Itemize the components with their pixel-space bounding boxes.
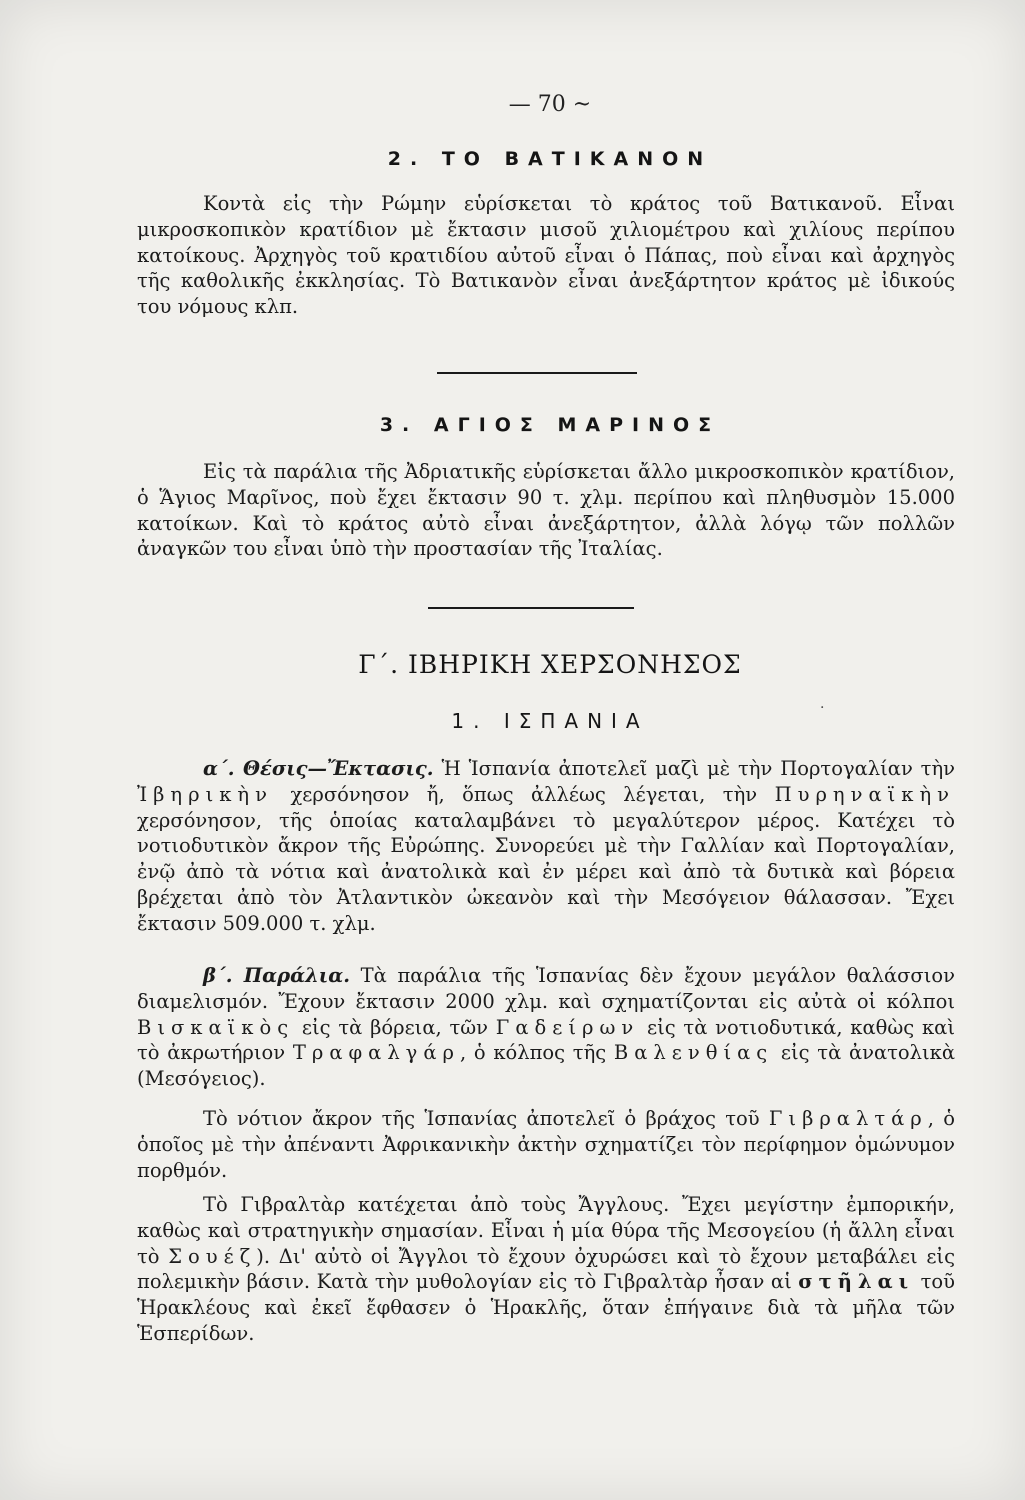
paragraph-text: εἰς τὰ ἀνατολικὰ (Μεσόγειος). xyxy=(137,1041,956,1091)
paragraph-coasts xyxy=(137,963,955,1092)
paragraph-text: Τὸ Γιβραλτὰρ κατέχεται ἀπὸ τοὺς Ἄγγλους. Ἔχει μεγίστην ἐμπορικήν, καθὼς καὶ στρατηγικὴν σημασίαν. Εἶναι ἡ μία θύρα τῆς Μεσογείου (ἡ ἄλλη εἶναι τὸ xyxy=(137,1193,955,1268)
spaced-term: Τραφαλγάρ xyxy=(292,1041,460,1065)
paragraph-text: τοῦ Ἡρακλέους καὶ ἐκεῖ ἔφθασεν ὁ Ἡρακλῆς, ὅταν ἐπήγαινε διὰ τὰ μῆλα τῶν Ἑσπερίδων. xyxy=(137,1270,955,1345)
paragraph-text: χερσόνησον ἤ, ὅπως ἀλλέως λέγεται, τὴν xyxy=(290,782,758,806)
heading-vatican: 2. ΤΟ ΒΑΤΙΚΑΝΟΝ xyxy=(387,148,713,170)
paragraph-text: Τὸ νότιον ἄκρον τῆς Ἱσπανίας ἀποτελεῖ ὁ βράχος τοῦ xyxy=(203,1107,760,1130)
page-number: — 70 ~ xyxy=(508,92,592,117)
paragraph-gibraltar xyxy=(137,1192,955,1347)
paragraph-text: , ὁ ὁποῖος μὲ τὴν ἀπέναντι Ἀφρικανικὴν ἀκτὴν σχηματίζει τὸν περίφημον ὁμώνυμον πορθμόν. xyxy=(137,1107,955,1182)
paragraph-gibraltar-tip xyxy=(137,1106,955,1183)
paragraph-san-marino: Εἰς τὰ παράλια τῆς Ἀδριατικῆς εὑρίσκεται ἄλλο μικροσκοπικὸν κρατίδιον, ὁ Ἅγιος Μαρῖνος, ποὺ ἔχει ἔκτασιν 90 τ. χλμ. περίπου καὶ πληθυσμὸν 15.000 κατοίκων. Καὶ τὸ κράτος αὐτὸ εἶναι ἀνεξάρτητον, ἀλλὰ λόγῳ τῶν πολλῶν ἀναγκῶν του εἶναι ὑπὸ τὴν προστασίαν τῆς Ἰταλίας. xyxy=(137,460,955,561)
stray-mark: · xyxy=(820,700,825,716)
paragraph-lead: β΄. Παράλια. xyxy=(203,964,351,987)
spaced-term: Βαλενθίας xyxy=(613,1041,774,1065)
spaced-term: Πυρηναϊκὴν xyxy=(774,782,956,806)
spaced-term: Σουέζ xyxy=(168,1244,257,1268)
paragraph-lead: α΄. Θέσις—Ἔκτασις. xyxy=(203,757,434,780)
paragraph-text: ). Δι' αὐτὸ οἱ Ἄγγλοι τὸ ἔχουν ὀχυρώσει καὶ τὸ ἔχουν μεταβάλει εἰς πολεμικὴν βάσιν. Κατὰ τὴν μυθολογίαν εἰς τὸ Γιβραλτὰρ ἦσαν αἱ xyxy=(137,1244,955,1294)
chapter-heading: Γ΄. ΙΒΗΡΙΚΗ ΧΕΡΣΟΝΗΣΟΣ xyxy=(358,650,742,679)
paragraph-text: εἰς τὰ νοτιοδυτικά, καθὼς καὶ τὸ ἀκρωτήριον xyxy=(137,1015,955,1065)
spaced-term: στῆλαι xyxy=(798,1270,915,1294)
divider xyxy=(428,607,634,609)
paragraph-text: Ἡ Ἱσπανία ἀποτελεῖ μαζὶ μὲ τὴν Πορτογαλίαν τὴν xyxy=(441,757,955,780)
paragraph-text: εἰς τὰ βόρεια, τῶν xyxy=(301,1015,489,1039)
paragraph-position xyxy=(137,756,955,937)
spaced-term: Γαδείρων xyxy=(495,1015,640,1039)
spaced-term: Γιβραλτάρ xyxy=(768,1107,928,1130)
paragraph-text: χερσόνησον, τῆς ὁποίας καταλαμβάνει τὸ μεγαλύτερον μέρος. Κατέχει τὸ νοτιοδυτικὸν ἄκρον τῆς Εὐρώπης. Συνορεύει μὲ τὴν Γαλλίαν καὶ Πορτογαλίαν, ἐνῷ ἀπὸ τὰ νότια καὶ ἀνατολικὰ καὶ ἐν μέρει καὶ ἀπὸ τὰ δυτικὰ καὶ βόρεια βρέχεται ἀπὸ τὸν Ἀτλαντικὸν ὠκεανὸν καὶ τὴν Μεσόγειον θάλασσαν. Ἔχει ἔκτασιν 509.000 τ. χλμ. xyxy=(137,808,955,935)
heading-san-marino: 3. ΑΓΙΟΣ ΜΑΡΙΝΟΣ xyxy=(379,414,721,436)
paragraph-vatican: Κοντὰ εἰς τὴν Ρώμην εὑρίσκεται τὸ κράτος τοῦ Βατικανοῦ. Εἶναι μικροσκοπικὸν κρατίδιον μὲ ἔκτασιν μισοῦ χιλιομέτρου καὶ χιλίους περίπου κατοίκους. Ἀρχηγὸς τοῦ κρατιδίου αὐτοῦ εἶναι ὁ Πάπας, ποὺ εἶναι καὶ ἀρχηγὸς τῆς καθολικῆς ἐκκλησίας. Τὸ Βατικανὸν εἶναι ἀνεξάρτητον κράτος μὲ ἰδικούς του νόμους κλπ. xyxy=(137,192,955,319)
heading-spain: 1. ΙΣΠΑΝΙΑ xyxy=(451,709,649,733)
paragraph-text: , ὁ κόλπος τῆς xyxy=(459,1041,607,1065)
spaced-term: Βισκαϊκὸς xyxy=(137,1015,295,1039)
paragraph-text: Τὰ παράλια τῆς Ἱσπανίας δὲν ἔχουν μεγάλον θαλάσσιον διαμελισμόν. Ἔχουν ἔκτασιν 2000 χλμ. καὶ σχηματίζονται εἰς αὐτὰ οἱ κόλποι xyxy=(137,964,955,1013)
spaced-term: Ἰβηρικὴν xyxy=(137,782,273,806)
divider xyxy=(437,372,637,374)
